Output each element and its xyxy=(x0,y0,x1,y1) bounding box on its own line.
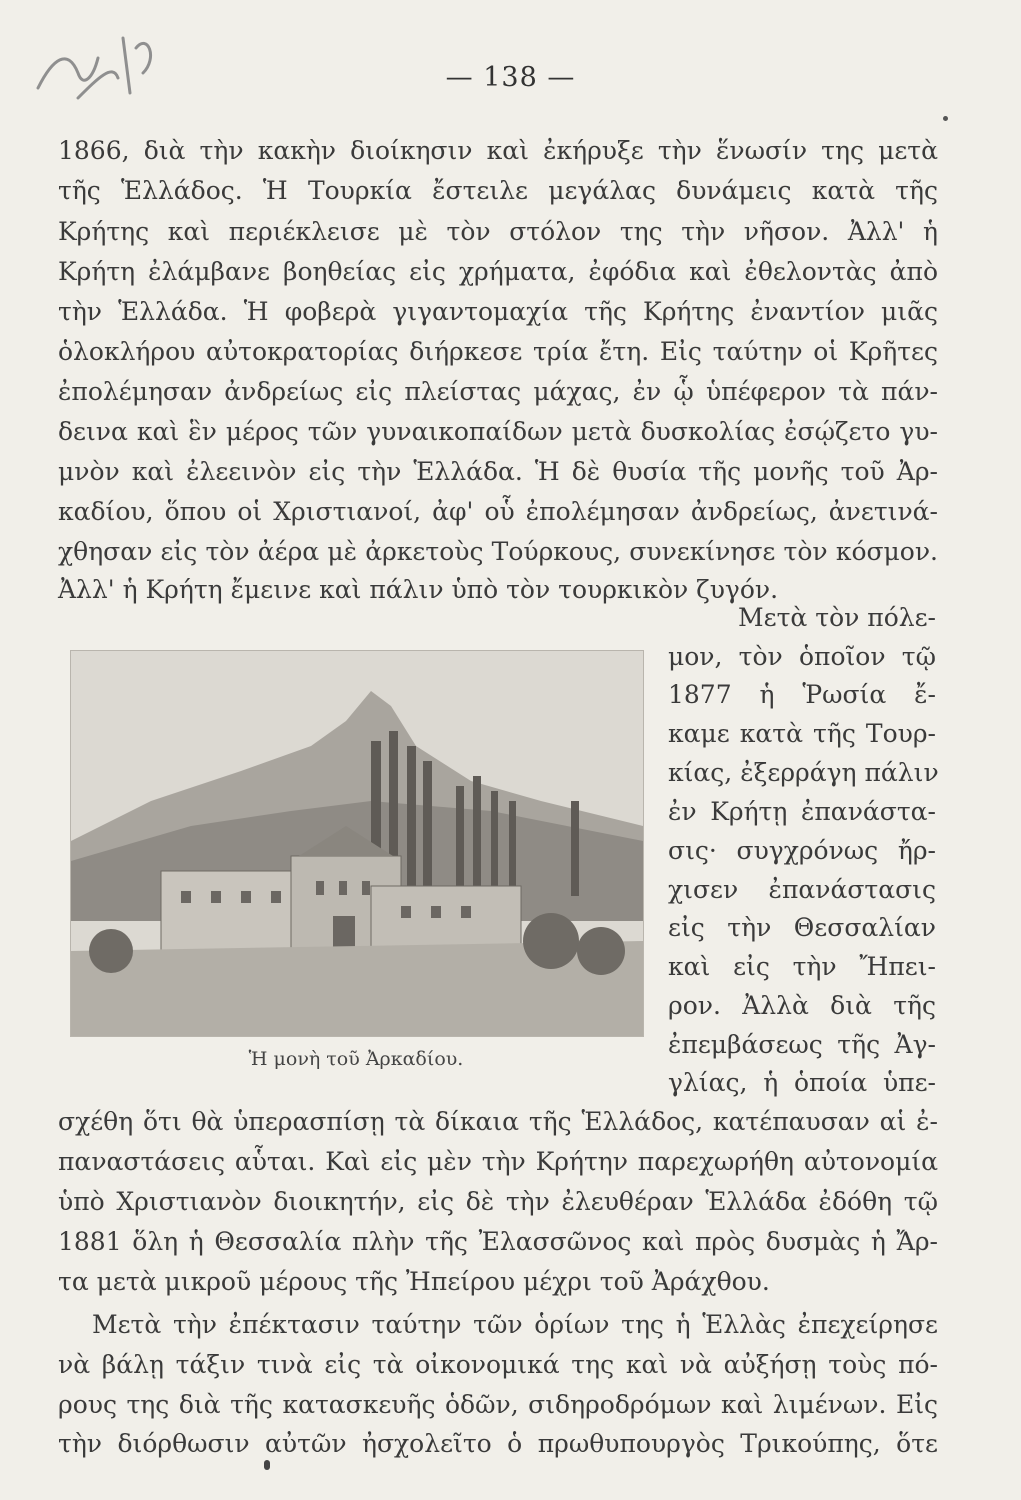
side-text-line: γλίας, ἡ ὁποία ὑπε- xyxy=(668,1068,936,1097)
text-line: παναστάσεις αὗται. Καὶ εἰς μὲν τὴν Κρήτην παρεχωρήθη αὐτονομία xyxy=(58,1147,938,1176)
text-line: ὑπὸ Χριστιανὸν διοικητήν, εἰς δὲ τὴν ἐλευθέραν Ἑλλάδα ἐδόθη τῷ xyxy=(58,1187,938,1216)
side-text-line: ἐπεμβάσεως τῆς Ἀγ- xyxy=(668,1030,936,1059)
monastery-illustration xyxy=(70,650,644,1037)
side-text-line: Μετὰ τὸν πόλε- xyxy=(738,603,936,632)
text-line: ἐπολέμησαν ἀνδρείως εἰς πλείστας μάχας, ἐν ᾧ ὑπέφερον τὰ πάν- xyxy=(58,377,938,406)
text-line: 1866, διὰ τὴν κακὴν διοίκησιν καὶ ἐκήρυξε τὴν ἕνωσίν της μετὰ xyxy=(58,136,938,165)
text-line: τὴν διόρθωσιν αὐτῶν ἠσχολεῖτο ὁ πρωθυπουργὸς Τρικούπης, ὅτε xyxy=(58,1429,938,1458)
text-line: σχέθη ὅτι θὰ ὑπερασπίσῃ τὰ δίκαια τῆς Ἑλλάδος, κατέπαυσαν αἱ ἐ- xyxy=(58,1107,938,1136)
text-line: Ἀλλ' ἡ Κρήτη ἔμεινε καὶ πάλιν ὑπὸ τὸν τουρκικὸν ζυγόν. xyxy=(58,575,779,604)
text-line: 1881 ὅλη ἡ Θεσσαλία πλὴν τῆς Ἐλασσῶνος καὶ πρὸς δυσμὰς ἡ Ἄρ- xyxy=(58,1227,938,1256)
text-line: καδίου, ὅπου οἱ Χριστιανοί, ἀφ' οὗ ἐπολέμησαν ἀνδρείως, ἀνετινά- xyxy=(58,497,938,526)
text-line: νὰ βάλῃ τάξιν τινὰ εἰς τὰ οἰκονομικά της καὶ νὰ αὐξήσῃ τοὺς πό- xyxy=(58,1350,938,1379)
text-line: ρους της διὰ τῆς κατασκευῆς ὁδῶν, σιδηροδρόμων καὶ λιμένων. Εἰς xyxy=(58,1390,938,1419)
text-line: Μετὰ τὴν ἐπέκτασιν ταύτην τῶν ὁρίων της ἡ Ἑλλὰς ἐπεχείρησε xyxy=(92,1310,938,1339)
text-line: Κρήτη ἐλάμβανε βοηθείας εἰς χρήματα, ἐφόδια καὶ ἐθελοντὰς ἀπὸ xyxy=(58,257,938,286)
text-line: τα μετὰ μικροῦ μέρους τῆς Ἠπείρου μέχρι τοῦ Ἀράχθου. xyxy=(58,1267,770,1296)
side-text-line: καὶ εἰς τὴν Ἤπει- xyxy=(668,952,936,981)
side-text-line: μον, τὸν ὁποῖον τῷ xyxy=(668,642,936,671)
ink-mark xyxy=(264,1460,270,1470)
text-line: μνὸν καὶ ἐλεεινὸν εἰς τὴν Ἑλλάδα. Ἡ δὲ θυσία τῆς μονῆς τοῦ Ἀρ- xyxy=(58,457,938,486)
figure-caption: Ἡ μονὴ τοῦ Ἀρκαδίου. xyxy=(248,1048,464,1070)
text-line: χθησαν εἰς τὸν ἀέρα μὲ ἀρκετοὺς Τούρκους, συνεκίνησε τὸν κόσμον. xyxy=(58,537,938,566)
side-text-line: ἐν Κρήτῃ ἐπανάστα- xyxy=(668,797,936,826)
side-text-line: 1877 ἡ Ῥωσία ἔ- xyxy=(668,680,936,709)
text-line: τῆς Ἑλλάδος. Ἡ Τουρκία ἔστειλε μεγάλας δυνάμεις κατὰ τῆς xyxy=(58,176,938,205)
text-line: τὴν Ἑλλάδα. Ἡ φοβερὰ γιγαντομαχία τῆς Κρήτης ἐναντίον μιᾶς xyxy=(58,297,938,326)
side-text-line: ρον. Ἀλλὰ διὰ τῆς xyxy=(668,991,936,1020)
page-number: — 138 — xyxy=(445,62,576,93)
side-text-line: κίας, ἐξερράγη πάλιν xyxy=(668,758,939,787)
side-text-line: χισεν ἐπανάστασις xyxy=(668,875,936,904)
engraving-drawing xyxy=(71,651,643,1036)
side-text-line: καμε κατὰ τῆς Τουρ- xyxy=(668,719,936,748)
text-line: δεινα καὶ ἓν μέρος τῶν γυναικοπαίδων μετὰ δυσκολίας ἐσῴζετο γυ- xyxy=(58,417,938,446)
text-line: Κρήτης καὶ περιέκλεισε μὲ τὸν στόλον της τὴν νῆσον. Ἀλλ' ἡ xyxy=(58,217,938,246)
side-text-line: εἰς τὴν Θεσσαλίαν xyxy=(668,913,936,942)
ink-dot xyxy=(943,116,948,121)
text-line: ὁλοκλήρου αὐτοκρατορίας διήρκεσε τρία ἔτη. Εἰς ταύτην οἱ Κρῆτες xyxy=(58,337,938,366)
side-text-line: σις· συγχρόνως ἤρ- xyxy=(668,836,936,865)
